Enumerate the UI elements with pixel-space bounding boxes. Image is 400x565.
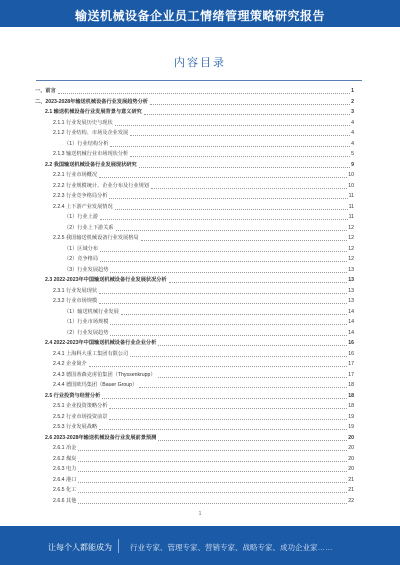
toc-leader-dots	[130, 150, 350, 157]
toc-leader-dots	[150, 98, 350, 105]
toc-entry-label: 2.4.1 上海科大重工集团有限公司	[53, 350, 129, 357]
toc-entry-label: 2.5 行业投资与经营分析	[45, 392, 101, 399]
toc-entry[interactable]	[45, 276, 354, 285]
toc-entry[interactable]	[53, 455, 354, 464]
toc-entry-page: 12	[348, 256, 354, 262]
toc-entry-label: 2.2.4 上下游产业发展情况	[53, 203, 113, 210]
toc-leader-dots	[78, 444, 347, 451]
toc-entry[interactable]	[45, 434, 354, 443]
toc-entry-label: 2.1.1 行业发展历史与现状	[53, 119, 113, 126]
toc-entry-page: 14	[348, 319, 354, 325]
toc-entry-page: 20	[348, 445, 354, 451]
toc-entry-page: 19	[348, 424, 354, 430]
toc-entry-label: 2.4.4 德国欧玛集团（Bauer Group）	[53, 382, 138, 388]
toc-top-rule	[36, 80, 362, 81]
toc-entry-page: 12	[348, 245, 354, 252]
toc-leader-dots	[158, 434, 347, 441]
toc-entry[interactable]	[53, 234, 354, 243]
toc-leader-dots	[116, 224, 348, 231]
toc-entry[interactable]	[53, 381, 354, 390]
toc-entry-page: 21	[348, 487, 354, 493]
toc-entry-label: 2.4.2 企业简介	[53, 361, 87, 367]
toc-entry-label: 二、2023-2028年输送机械设备行业发展趋势分析	[35, 98, 148, 105]
toc-entry-label: 2.6.1 冶金	[53, 445, 77, 451]
report-header	[0, 0, 400, 27]
toc-entry-page: 18	[348, 392, 354, 399]
toc-leader-dots	[109, 192, 347, 199]
toc-leader-dots	[151, 182, 347, 189]
toc-entry[interactable]	[53, 150, 354, 159]
toc-entry-page: 12	[348, 224, 354, 231]
toc-entry-label: （2）行业上下游关系	[64, 224, 114, 231]
toc-entry-label: （2）竞争格局	[64, 256, 99, 262]
toc-entry-label: （1）区域分布	[64, 245, 99, 252]
toc-entry-label: （1）输送机械行业发展	[64, 308, 119, 315]
toc-entry-label: 2.2.3 行业竞争格局分析	[53, 193, 108, 199]
toc-entry[interactable]	[64, 329, 354, 338]
toc-entry-page: 12	[348, 235, 354, 241]
toc-entry[interactable]	[45, 339, 354, 348]
footer-slogan: 让每个人都能成为	[48, 543, 112, 552]
toc-entry-label: 2.5.3 行业发展战略	[53, 424, 98, 430]
toc-entry-page: 20	[348, 455, 354, 462]
toc-leader-dots	[99, 171, 347, 178]
toc-entry[interactable]	[53, 297, 354, 306]
toc-leader-dots	[89, 360, 347, 367]
toc-entry[interactable]	[64, 224, 354, 233]
footer-divider	[118, 539, 119, 553]
toc-leader-dots	[110, 329, 347, 336]
toc-entry-page: 2	[351, 98, 354, 105]
toc-entry-page: 4	[351, 119, 354, 126]
toc-entry[interactable]	[53, 129, 354, 138]
toc-entry[interactable]	[53, 171, 354, 180]
toc-leader-dots	[102, 392, 347, 399]
toc-title: 内容目录	[174, 57, 226, 69]
footer-banner	[0, 526, 400, 565]
toc-entry-label: 2.2 我国输送机械设备行业发展现状研究	[45, 161, 137, 168]
toc-leader-dots	[100, 255, 347, 262]
toc-entry[interactable]	[64, 213, 354, 222]
toc-entry[interactable]	[53, 119, 354, 128]
toc-entry-page: 11	[348, 203, 354, 210]
toc-entry-label: 2.2.5 我国输送机械设备行业发展格局	[53, 235, 139, 241]
toc-entry-page: 19	[348, 413, 354, 420]
toc-entry-page: 17	[348, 371, 354, 378]
toc-entry[interactable]	[53, 476, 354, 485]
toc-entry-page: 22	[348, 497, 354, 504]
toc-entry-label: 2.4.3 德国蒂森克虏伯集团（Thyssenkrupp）	[53, 371, 156, 378]
toc-leader-dots	[78, 465, 347, 472]
toc-entry[interactable]	[53, 350, 354, 359]
toc-entry[interactable]	[64, 266, 354, 275]
toc-leader-dots	[158, 371, 348, 378]
toc-entry[interactable]	[53, 360, 354, 369]
footer-roles: 行业专家、管理专家、营销专家、战略专家、成功企业家……	[130, 543, 333, 552]
toc-leader-dots	[169, 276, 348, 283]
toc-entry-label: （2）行业发展趋势	[64, 329, 109, 336]
toc-entry[interactable]	[53, 444, 354, 453]
toc-entry[interactable]	[53, 423, 354, 432]
toc-entry-page: 20	[348, 434, 354, 441]
toc-entry-label: 2.2.2 行业规模统计、企业分布及行业规划	[53, 182, 149, 189]
toc-leader-dots	[78, 486, 347, 493]
toc-entry-page: 11	[348, 214, 354, 220]
toc-entry[interactable]	[35, 98, 354, 107]
toc-entry-label: （1）行业结构分析	[64, 140, 109, 147]
toc-entry-page: 20	[348, 466, 354, 472]
toc-entry[interactable]	[53, 497, 354, 506]
toc-entry[interactable]	[53, 413, 354, 422]
toc-entry[interactable]	[64, 255, 354, 264]
toc-entry[interactable]	[53, 192, 354, 201]
toc-entry-label: 2.6.3 电力	[53, 466, 77, 472]
toc-entry-page: 18	[348, 382, 354, 388]
toc-entry[interactable]	[53, 182, 354, 191]
toc-leader-dots	[110, 140, 350, 147]
toc-entry-label: （1）行业市场规模	[64, 319, 109, 325]
toc-leader-dots	[130, 350, 347, 357]
toc-entry-label: 2.1.3 输送机械行业市场现状分析	[53, 151, 129, 157]
toc-entry-page: 13	[348, 277, 354, 283]
toc-entry-label: （3）行业发展趋势	[64, 266, 109, 273]
toc-entry[interactable]	[45, 392, 354, 401]
toc-entry-page: 16	[348, 350, 354, 357]
toc-leader-dots	[78, 455, 347, 462]
toc-entry-label: 2.5.1 企业投资策略分析	[53, 403, 108, 409]
toc-leader-dots	[121, 308, 347, 315]
toc-entry-page: 13	[348, 266, 354, 273]
toc-entry-label: 2.1.2 行业结构、市场及企业发展	[53, 130, 129, 136]
toc-entry-label: 2.6.4 港口	[53, 476, 77, 483]
toc-entry-label: 一、前言	[35, 88, 56, 94]
toc-entry-label: 2.3 2022-2023年中国输送机械设备行业发展状况分析	[45, 277, 167, 283]
toc-entry[interactable]	[53, 402, 354, 411]
report-title: 输送机械设备企业员工情绪管理策略研究报告	[74, 9, 325, 23]
toc-entry-page: 3	[351, 109, 354, 115]
toc-leader-dots	[115, 119, 350, 126]
toc-leader-dots	[109, 402, 347, 409]
toc-entry-page: 4	[351, 140, 354, 147]
toc-entry[interactable]	[64, 245, 354, 254]
toc-leader-dots	[144, 108, 350, 115]
toc-leader-dots	[158, 339, 347, 346]
toc-entry-label: 2.6.6 其他	[53, 497, 77, 504]
toc-entry[interactable]	[53, 486, 354, 495]
toc-leader-dots	[115, 203, 348, 210]
toc-leader-dots	[78, 476, 347, 483]
toc-entry-label: 2.4 2022-2023年中国输送机械设备行业企业分析	[45, 340, 157, 346]
toc-entry[interactable]	[53, 371, 354, 380]
toc-entry-page: 11	[348, 193, 354, 199]
toc-entry-label: 2.6.2 煤炭	[53, 455, 77, 462]
toc-entry-label: 2.6.5 化工	[53, 487, 77, 493]
toc-entry-page: 4	[351, 130, 354, 136]
toc-entry-page: 21	[348, 476, 354, 483]
toc-entry-page: 18	[348, 403, 354, 409]
toc-entry-page: 1	[351, 88, 354, 94]
toc-entry[interactable]	[53, 203, 354, 212]
toc-entry-label: 2.3.2 行业市场规模	[53, 298, 98, 304]
toc-entry-page: 13	[348, 298, 354, 304]
toc-leader-dots	[99, 423, 347, 430]
toc-entry[interactable]	[53, 465, 354, 474]
toc-entry-label: 2.3.1 行业发展现状	[53, 287, 98, 294]
toc-leader-dots	[139, 161, 350, 168]
toc-entry[interactable]	[35, 87, 354, 96]
toc-leader-dots	[141, 234, 348, 241]
toc-entry[interactable]	[53, 287, 354, 296]
toc-entry-label: （1）行业上游	[64, 214, 99, 220]
toc-leader-dots	[99, 297, 347, 304]
toc-entry-label: 2.6 2023-2028年输送机械设备行业发展前景预测	[45, 434, 157, 441]
toc-entry-page: 10	[348, 172, 354, 178]
toc-entry[interactable]	[64, 318, 354, 327]
toc-leader-dots	[110, 266, 347, 273]
toc-entry-page: 14	[348, 329, 354, 336]
toc-leader-dots	[100, 213, 348, 220]
toc-entry-page: 13	[348, 287, 354, 294]
toc-leader-dots	[109, 413, 347, 420]
toc-entry-label: 2.2.1 行业市场概况	[53, 172, 98, 178]
page-number: 1	[198, 511, 202, 517]
toc-entry-page: 14	[348, 308, 354, 315]
toc-leader-dots	[78, 497, 347, 504]
toc-leader-dots	[110, 318, 347, 325]
toc-leader-dots	[130, 129, 350, 136]
toc-entry-page: 10	[348, 182, 354, 189]
toc-entry[interactable]	[45, 161, 354, 170]
toc-entry-label: 2.1 输送机械设备行业发展背景与意义研究	[45, 109, 142, 115]
toc-leader-dots	[99, 287, 347, 294]
toc-entry-page: 16	[348, 340, 354, 346]
toc-leader-dots	[100, 245, 347, 252]
toc-entry-page: 17	[348, 361, 354, 367]
toc-entry-page: 9	[351, 161, 354, 168]
toc-entry[interactable]	[64, 140, 354, 149]
toc-entry-label: 2.5.2 行业市场投资前景	[53, 413, 108, 420]
toc-leader-dots	[58, 87, 350, 94]
toc-entry[interactable]	[64, 308, 354, 317]
toc-leader-dots	[139, 381, 347, 388]
toc-entry-page: 5	[351, 151, 354, 157]
toc-entry[interactable]	[45, 108, 354, 117]
